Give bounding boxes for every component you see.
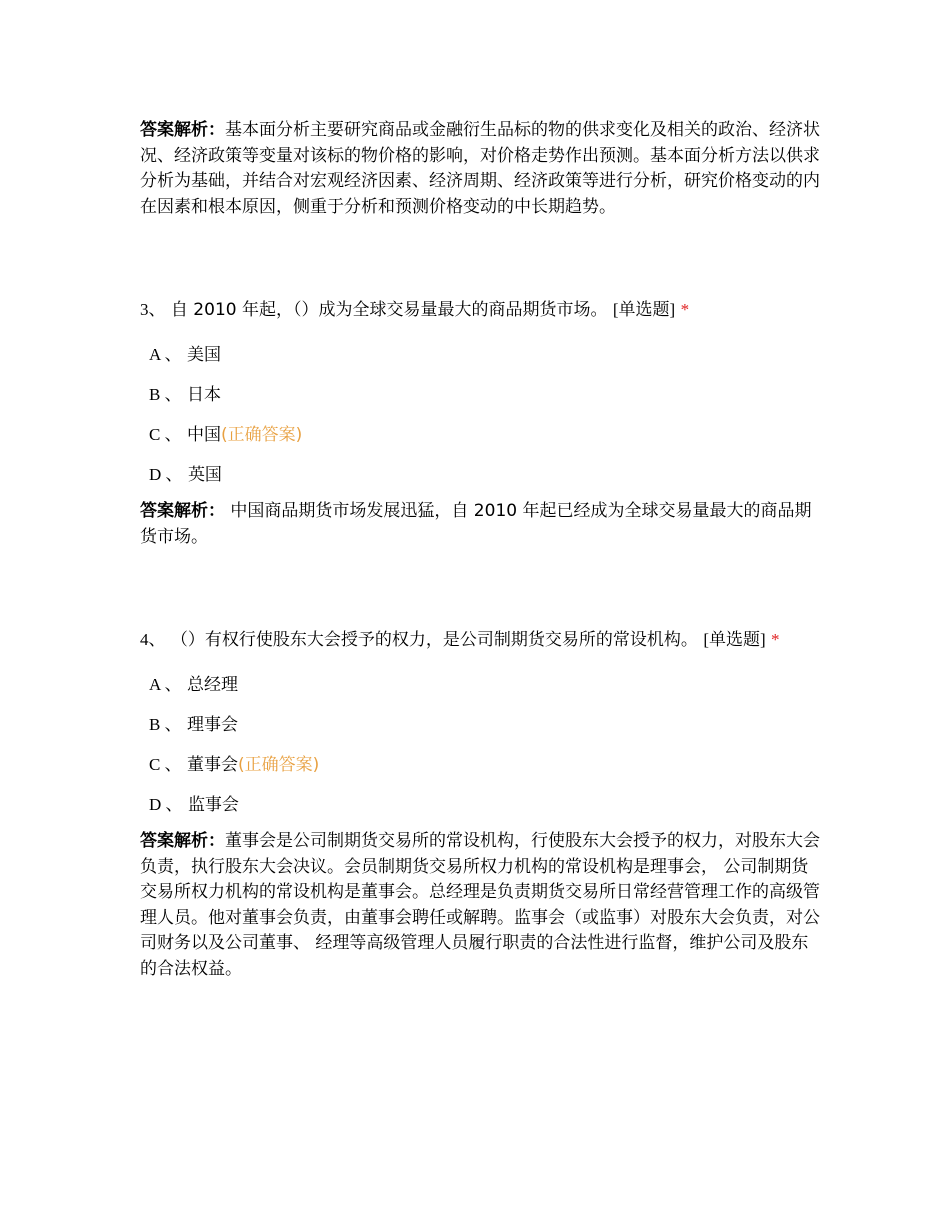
required-mark: * bbox=[680, 300, 690, 319]
option-a[interactable] bbox=[140, 335, 820, 375]
option-text: 美国 bbox=[187, 345, 221, 365]
question-3-title bbox=[140, 291, 820, 329]
option-letter: B 、 bbox=[149, 715, 182, 734]
option-letter: C 、 bbox=[149, 425, 182, 444]
option-a[interactable] bbox=[140, 665, 820, 705]
option-c[interactable] bbox=[140, 415, 820, 455]
option-text: 监事会 bbox=[187, 795, 239, 815]
question-text: 自 2010 年起，（）成为全球交易量最大的商品期货市场。 bbox=[170, 300, 608, 320]
question-4-options bbox=[140, 665, 820, 825]
question-number: 4、 bbox=[140, 630, 166, 649]
option-letter: C 、 bbox=[149, 755, 182, 774]
option-d[interactable] bbox=[140, 455, 820, 495]
question-type: [单选题] bbox=[612, 300, 676, 319]
analysis-label: 答案解析： bbox=[140, 120, 225, 140]
answer-analysis bbox=[140, 118, 820, 220]
option-text: 董事会 bbox=[187, 755, 238, 775]
analysis-label: 答案解析： bbox=[140, 831, 225, 851]
correct-answer-tag: (正确答案) bbox=[221, 425, 303, 445]
option-text: 总经理 bbox=[187, 675, 238, 695]
analysis-text: 基本面分析主要研究商品或金融衍生品标的物的供求变化及相关的政治、经济状况、经济政策等变量对该标的物价格的影响，对价格走势作出预测。基本面分析方法以供求分析为基础，并结合对宏观经济因素、经济周期、经济政策等进行分析，研究价格变动的内在因素和根本原因，侧重于分析和预测价格变动的中长期趋势。 bbox=[140, 120, 820, 217]
analysis-label: 答案解析： bbox=[140, 501, 225, 521]
question-3-options bbox=[140, 335, 820, 495]
analysis-text: 董事会是公司制期货交易所的常设机构，行使股东大会授予的权力，对股东大会负责，执行股东大会决议。会员制期货交易所权力机构的常设机构是理事会， 公司制期货交易所权力机构的常设机构是董事会。总经理是负责期货交易所日常经营管理工作的高级管理人员。他对董事会负责，由董事会聘任或解聘。监事会（或监事）对股东大会负责，对公司财务以及公司董事、 经理等高级管理人员履行职责的合法性进行监督，维护公司及股东的合法权益。 bbox=[140, 831, 820, 979]
option-text: 日本 bbox=[187, 385, 221, 405]
option-text: 理事会 bbox=[187, 715, 238, 735]
option-text: 英国 bbox=[187, 465, 222, 485]
document-page bbox=[140, 118, 820, 982]
answer-analysis bbox=[140, 499, 820, 550]
question-4-title bbox=[140, 621, 820, 659]
option-d[interactable] bbox=[140, 785, 820, 825]
option-letter: A 、 bbox=[149, 345, 182, 364]
question-text: （）有权行使股东大会授予的权力，是公司制期货交易所的常设机构。 bbox=[170, 630, 698, 650]
question-type: [单选题] bbox=[703, 630, 766, 649]
option-c[interactable] bbox=[140, 745, 820, 785]
option-letter: A 、 bbox=[149, 675, 182, 694]
correct-answer-tag: (正确答案) bbox=[238, 755, 320, 775]
option-text: 中国 bbox=[187, 425, 221, 445]
option-b[interactable] bbox=[140, 375, 820, 415]
required-mark: * bbox=[771, 630, 780, 649]
question-number: 3、 bbox=[140, 300, 166, 319]
option-letter: D 、 bbox=[149, 795, 183, 814]
option-letter: B 、 bbox=[149, 385, 182, 404]
option-b[interactable] bbox=[140, 705, 820, 745]
answer-analysis bbox=[140, 829, 820, 982]
option-letter: D 、 bbox=[149, 465, 183, 484]
analysis-text: 中国商品期货市场发展迅猛，自 2010 年起已经成为全球交易量最大的商品期货市场。 bbox=[140, 501, 812, 547]
